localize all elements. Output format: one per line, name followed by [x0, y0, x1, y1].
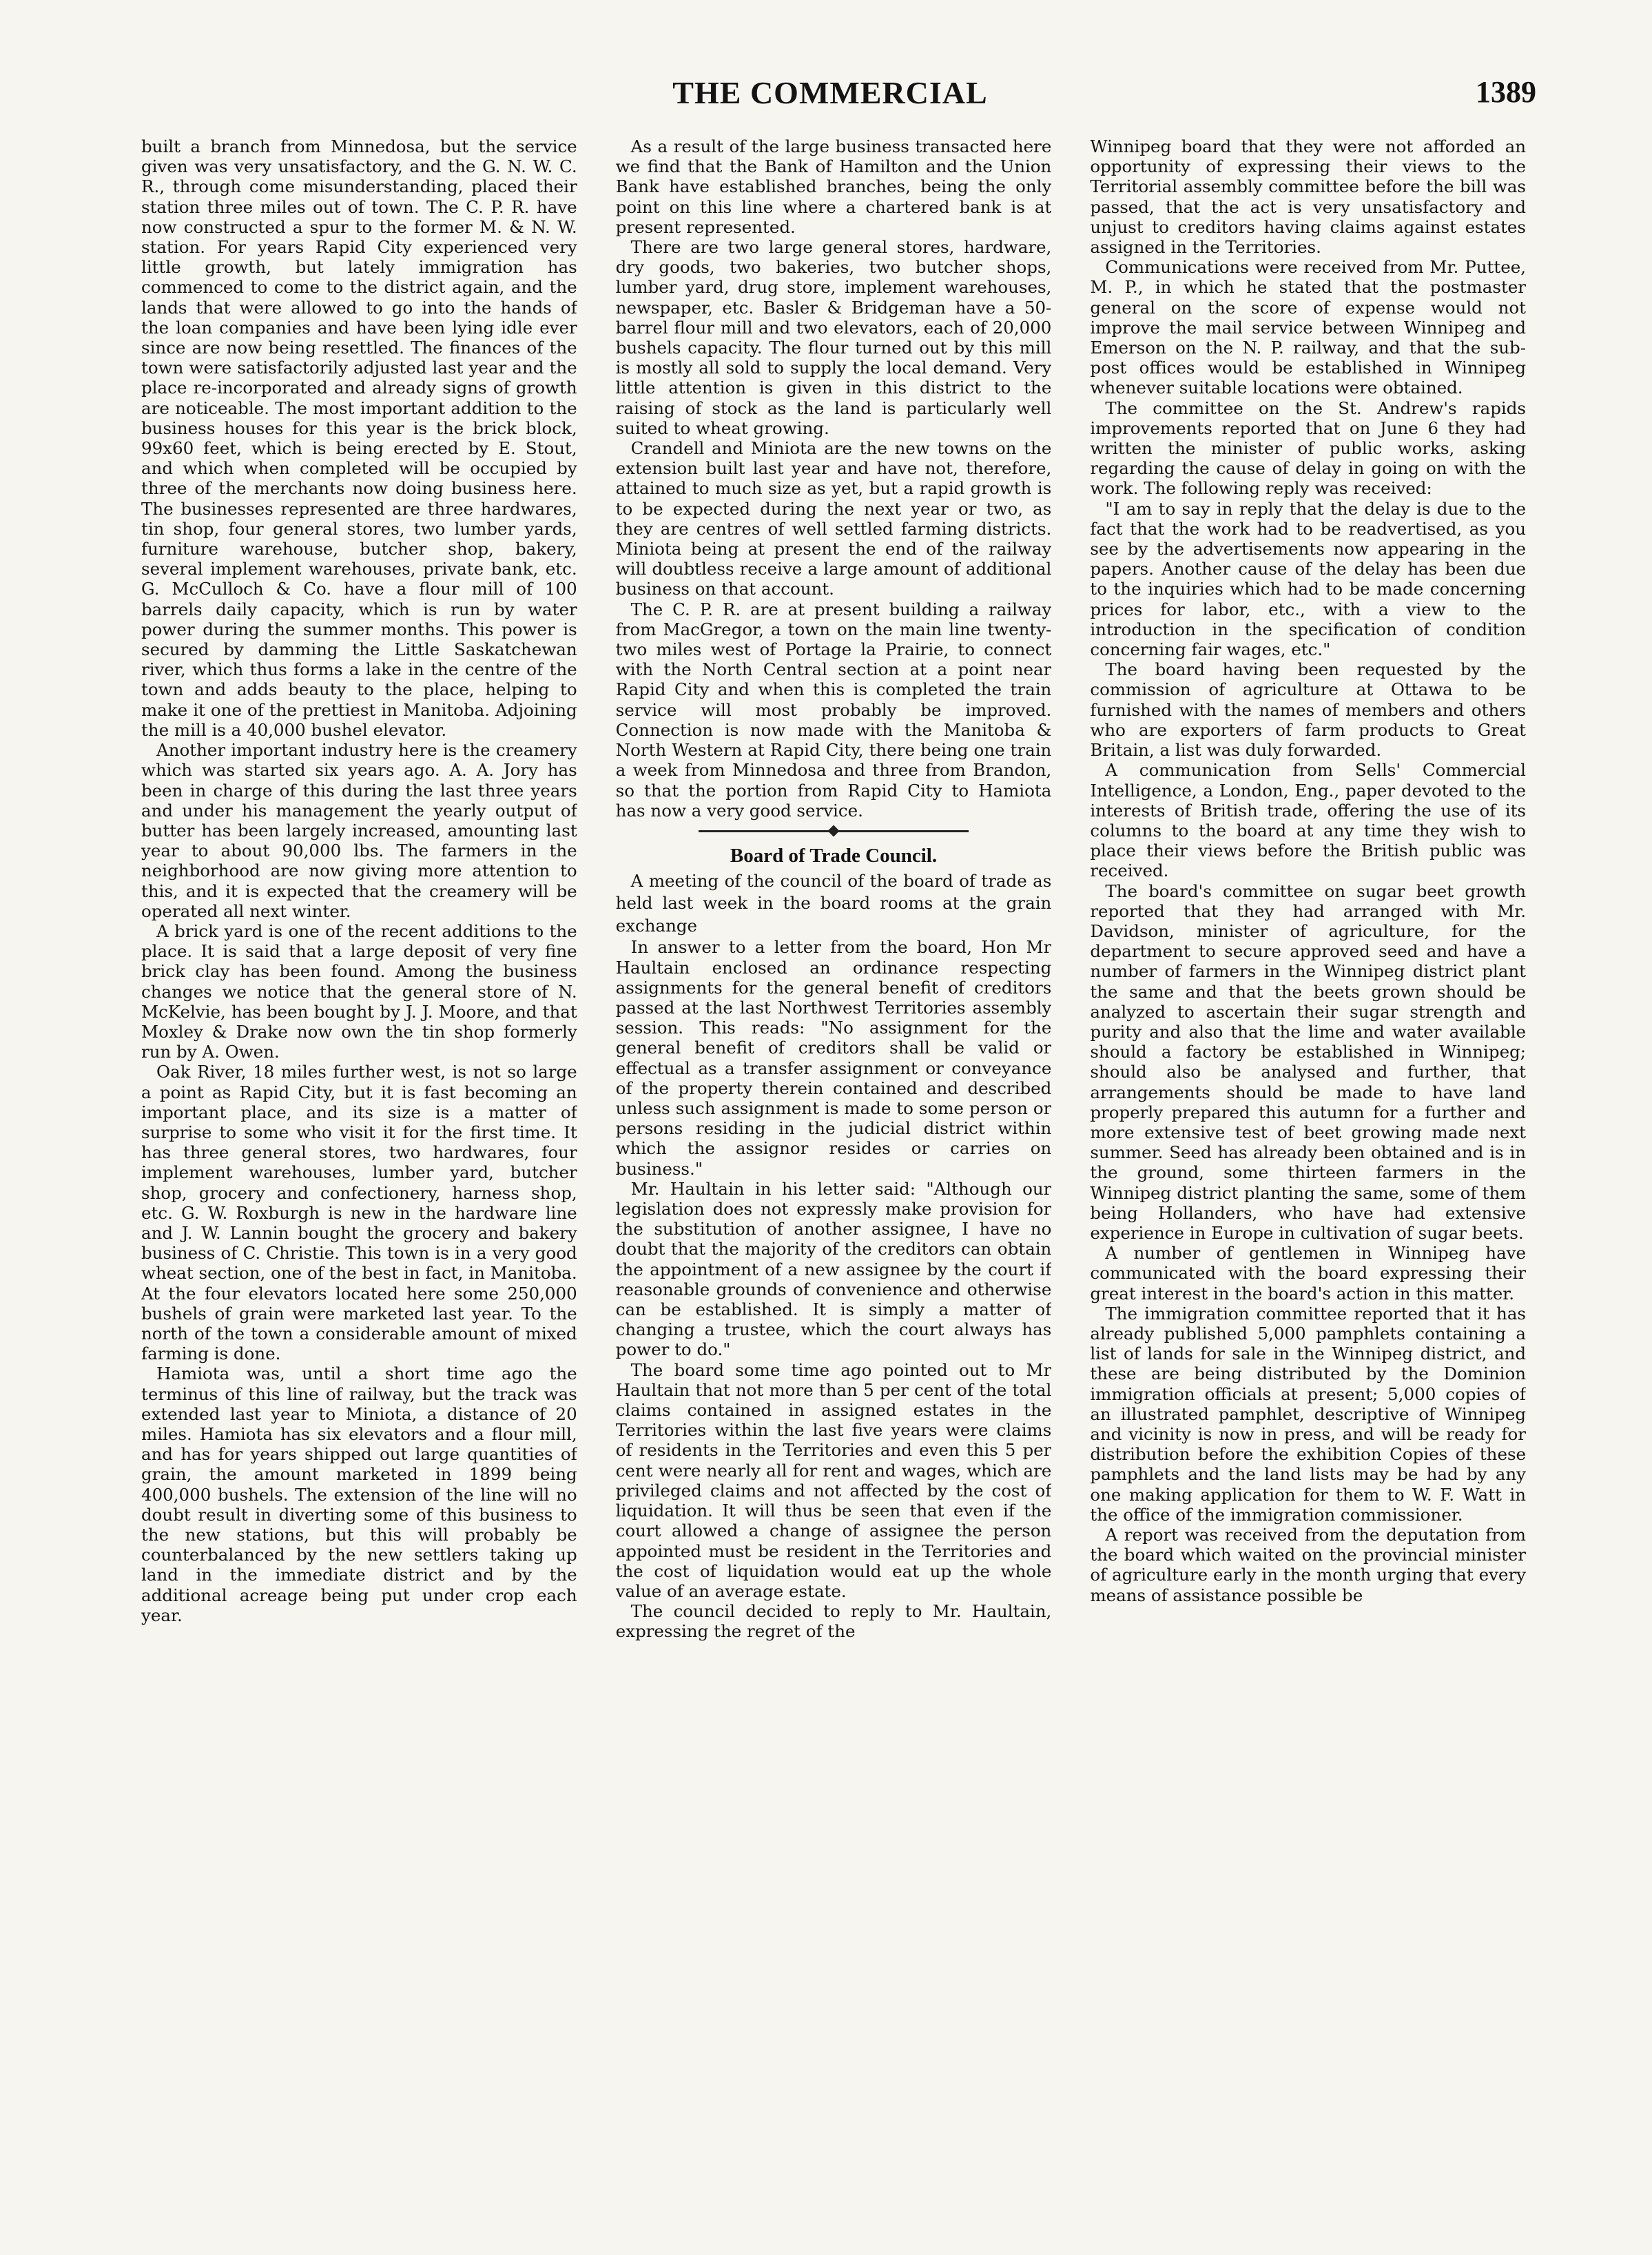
paragraph: "I am to say in reply that the delay is due to the fact that the work had to be readvertised, as you see by the advertisements now appearing in the papers. Another cause of the delay has been due to the inquiries which had to be made concerning prices for labor, etc., with a view to the introduction in the specification of condition concerning fair wages, etc."	[1090, 498, 1527, 660]
divider-ornament	[828, 825, 840, 836]
paragraph: Oak River, 18 miles further west, is not so large a point as Rapid City, but it is fast becoming an important place, and its size is a matter of surprise to some who visit it for the first time. It has three general stores, two hardwares, four implement warehouses, lumber yard, butcher shop, grocery and confectionery, harness shop, etc. G. W. Roxburgh is new in the hardware line and J. W. Lannin bought the grocery and bakery business of C. Christie. This town is in a very good wheat section, one of the best in fact, in Manitoba. At the four elevators located here some 250,000 bushels of grain were marketed last year. To the north of the town a considerable amount of mixed farming is done.	[141, 1062, 577, 1364]
paragraph: Mr. Haultain in his letter said: "Although our legislation does not expressly make provision for the substitution of another assignee, I have no doubt that the majority of the creditors can obtain the appointment of a new assignee by the court if reasonable grounds of convenience and otherwise can be established. It is simply a matter of changing a trustee, which the court always has power to do."	[615, 1178, 1052, 1360]
paragraph: The committee on the St. Andrew's rapids improvements reported that on June 6 they had written the minister of public works, asking regarding the cause of delay in going on with the work. The following reply was received:	[1090, 398, 1527, 499]
paragraph: The C. P. R. are at present building a railway from MacGregor, a town on the main line twenty-two miles west of Portage la Prairie, to connect with the North Central section at a point near Rapid City and when this is completed the train service will most probably be improved. Connection is now made with the Manitoba & North Western at Rapid City, there being one train a week from Minnedosa and three from Brandon, so that the portion from Rapid City to Hamiota has now a very good service.	[615, 599, 1052, 821]
running-title: THE COMMERCIAL	[672, 75, 988, 110]
column-2	[616, 136, 1052, 2190]
page-header	[124, 74, 1536, 123]
page-number: 1389	[1476, 75, 1536, 109]
column-1	[141, 136, 577, 2190]
paragraph: built a branch from Minnedosa, but the service given was very unsatisfactory, and the G. N. W. C. R., through come misunderstanding, placed their station three miles out of town. The C. P. R. have now constructed a spur to the former M. & N. W. station. For years Rapid City experienced very little growth, but lately immigration has commenced to come to the district again, and the lands that were allowed to go into the hands of the loan companies and have been lying idle ever since are now being resettled. The finances of the town were satisfactorily adjusted last year and the place re-incorporated and already signs of growth are noticeable. The most important addition to the business houses for this year is the brick block, 99x60 feet, which is being erected by E. Stout, and which when completed will be occupied by three of the merchants now doing business here. The businesses represented are three hardwares, tin shop, four general stores, two lumber yards, furniture warehouse, butcher shop, bakery, several implement warehouses, private bank, etc. G. McCulloch & Co. have a flour mill of 100 barrels daily capacity, which is run by water power during the summer months. This power is secured by damming the Little Saskatchewan river, which thus forms a lake in the centre of the town and adds beauty to the place, helping to make it one of the prettiest in Manitoba. Adjoining the mill is a 40,000 bushel elevator.	[141, 136, 577, 740]
paragraph: Crandell and Miniota are the new towns on the extension built last year and have not, therefore, attained to much size as yet, but a rapid growth is to be expected during the next year or two, as they are centres of well settled farming districts. Miniota being at present the end of the railway will doubtless receive a large amount of additional business on that account.	[615, 438, 1052, 599]
article-columns	[141, 136, 1526, 2190]
paragraph: A communication from Sells' Commercial Intelligence, a London, Eng., paper devoted to the interests of British trade, offering the use of its columns to the board at any time they wish to place their views before the British public was received.	[1090, 760, 1527, 881]
paragraph: The board having been requested by the commission of agriculture at Ottawa to be furnished with the names of members and others who are exporters of farm products to Great Britain, a list was duly forwarded.	[1090, 659, 1527, 761]
paragraph: The board some time ago pointed out to Mr Haultain that not more than 5 per cent of the total claims contained in assigned estates in the Territories within the last five years were claims of residents in the Territories and even this 5 per cent were nearly all for rent and wages, which are privileged claims and not affected by the cost of liquidation. It will thus be seen that even if the court allowed a change of assignee the person appointed must be resident in the Territories and the cost of liquidation would eat up the whole value of an average estate.	[615, 1359, 1052, 1601]
paragraph: There are two large general stores, hardware, dry goods, two bakeries, two butcher shops, lumber yard, drug store, implement warehouses, newspaper, etc. Basler & Bridgeman have a 50-barrel flour mill and two elevators, each of 20,000 bushels capacity. The flour turned out by this mill is mostly all sold to supply the local demand. Very little attention is given in this district to the raising of stock as the land is particularly well suited to wheat growing.	[615, 237, 1052, 438]
paragraph: A number of gentlemen in Winnipeg have communicated with the board expressing their great interest in the board's action in this matter.	[1090, 1243, 1527, 1304]
paragraph: Communications were received from Mr. Puttee, M. P., in which he stated that the postmaster general on the score of expense would not improve the mail service between Winnipeg and Emerson on the N. P. railway, and that the sub-post offices would be established in Winnipeg whenever suitable locations were obtained.	[1090, 257, 1527, 398]
paragraph: Another important industry here is the creamery which was started six years ago. A. A. Jory has been in charge of this during the last three years and under his management the yearly output of butter has been largely increased, amounting last year to about 90,000 lbs. The farmers in the neighborhood are now giving more attention to this, and it is expected that the creamery will be operated all next winter.	[141, 740, 577, 921]
paragraph: The council decided to reply to Mr. Haultain, expressing the regret of the	[615, 1601, 1052, 1642]
column-3	[1090, 136, 1526, 2190]
paragraph: Hamiota was, until a short time ago the terminus of this line of railway, but the track was extended last year to Miniota, a distance of 20 miles. Hamiota has six elevators and a flour mill, and has for years shipped out large quantities of grain, the amount marketed in 1899 being 400,000 bushels. The extension of the line will no doubt result in diverting some of this business to the new stations, but this will probably be counterbalanced by the new settlers taking up land in the immediate district and by the additional acreage being put under crop each year.	[141, 1363, 577, 1625]
paragraph: Winnipeg board that they were not afforded an opportunity of expressing their views to the Territorial assembly committee before the bill was passed, that the act is very unsatisfactory and unjust to creditors having claims against estates assigned in the Territories.	[1090, 136, 1527, 258]
section-heading: Board of Trade Council.	[730, 844, 938, 867]
paragraph: In answer to a letter from the board, Hon Mr Haultain enclosed an ordinance respecting assignments for the general benefit of creditors passed at the last Northwest Territories assembly session. This reads: "No assignment for the general benefit of creditors shall be valid or effectual as a transfer assignment or conveyance of the property therein contained and described unless such assignment is made to some person or persons residing in the judicial district within which the assignor resides or carries on business."	[615, 937, 1052, 1179]
paragraph: The immigration committee reported that it has already published 5,000 pamphlets containing a list of lands for sale in the Winnipeg district, and these are being distributed by the Dominion immigration officials at present; 5,000 copies of an illustrated pamphlet, descriptive of Winnipeg and vicinity is now in press, and will be ready for distribution before the exhibition Copies of these pamphlets and the land lists may be had by any one making application for them to W. F. Watt in the office of the immigration commissioner.	[1090, 1303, 1527, 1525]
section-divider	[699, 830, 969, 832]
paragraph: A meeting of the council of the board of trade as held last week in the board rooms at the grain exchange	[615, 870, 1052, 936]
paragraph: The board's committee on sugar beet growth reported that they had arranged with Mr. Davidson, minister of agriculture, for the department to secure approved seed and have a number of farmers in the Winnipeg district plant the same and that the beets grown should be analyzed to ascertain their sugar strength and purity and also that the lime and water available should a factory be established in Winnipeg; should also be analysed and further, that arrangements should be made to have land properly prepared this autumn for a further and more extensive test of beet growing made next summer. Seed has already been obtained and is in the ground, some thirteen farmers in the Winnipeg district planting the same, some of them being Hollanders, who have had extensive experience in Europe in cultivation of sugar beets.	[1090, 881, 1527, 1243]
paragraph: A report was received from the deputation from the board which waited on the provincial minister of agriculture early in the month urging that every means of assistance possible be	[1090, 1525, 1527, 1605]
paragraph: As a result of the large business transacted here we find that the Bank of Hamilton and the Union Bank have established branches, being the only point on this line where a chartered bank is at present represented.	[615, 136, 1052, 237]
paragraph: A brick yard is one of the recent additions to the place. It is said that a large deposit of very fine brick clay has been found. Among the business changes we notice that the general store of N. McKelvie, has been bought by J. J. Moore, and that Moxley & Drake now own the tin shop formerly run by A. Owen.	[141, 920, 577, 1062]
